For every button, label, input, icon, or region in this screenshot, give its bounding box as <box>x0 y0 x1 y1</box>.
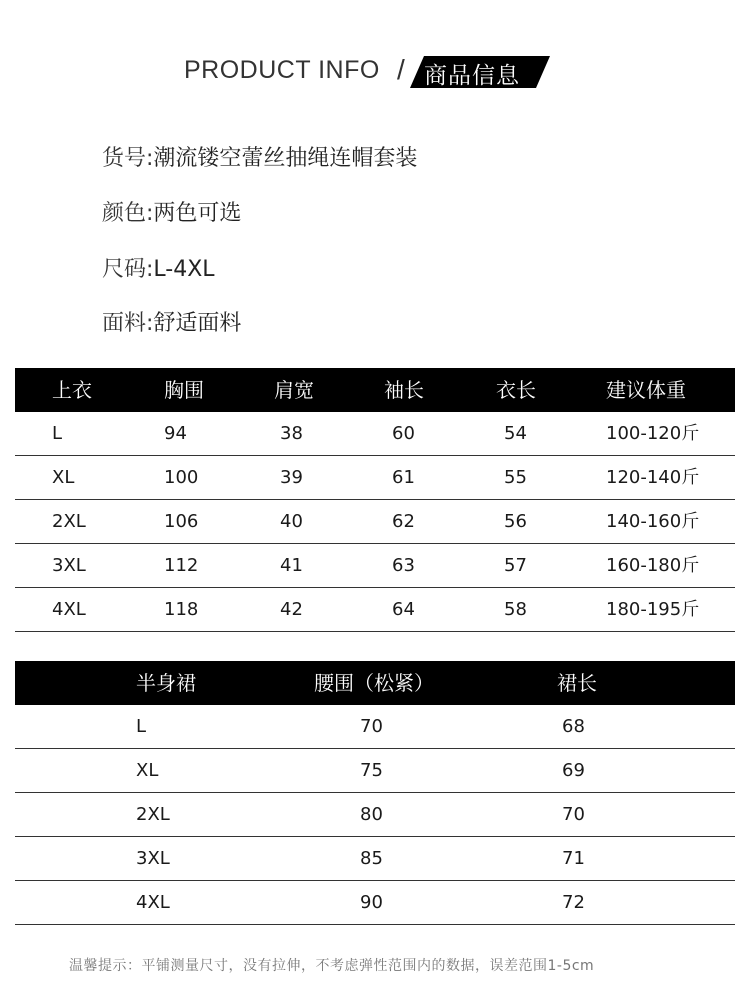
table-cell: 100 <box>164 467 199 488</box>
skirt-size-table <box>15 661 735 925</box>
table-row <box>15 544 735 588</box>
table-cell: 106 <box>164 511 199 532</box>
table-row <box>15 705 735 749</box>
table-cell: 90 <box>360 892 383 913</box>
header-cell: 半身裙 <box>136 671 196 695</box>
table-cell: 41 <box>280 555 303 576</box>
table-cell: XL <box>52 467 75 488</box>
table-cell: 4XL <box>52 599 86 620</box>
table-cell: 69 <box>562 760 585 781</box>
table-cell: 100-120斤 <box>606 423 700 444</box>
table-cell: 64 <box>392 599 415 620</box>
footer-note: 温馨提示：平铺测量尺寸，没有拉伸，不考虑弹性范围内的数据，误差范围1-5cm <box>69 958 595 974</box>
table-cell: 72 <box>562 892 585 913</box>
header-cell: 肩宽 <box>274 378 314 402</box>
info-value: L-4XL <box>153 257 215 282</box>
table-cell: 60 <box>392 423 415 444</box>
header-cell: 建议体重 <box>606 378 686 402</box>
table-row <box>15 456 735 500</box>
table-cell: L <box>136 716 147 737</box>
table-header <box>15 368 735 412</box>
table-cell: 140-160斤 <box>606 511 700 532</box>
table-cell: 80 <box>360 804 383 825</box>
table-cell: 63 <box>392 555 415 576</box>
table-cell: 56 <box>504 511 527 532</box>
header-title-en: PRODUCT INFO <box>184 56 380 84</box>
table-cell: 4XL <box>136 892 170 913</box>
info-item-fabric <box>102 306 241 337</box>
table-cell: 3XL <box>52 555 86 576</box>
table-cell: 180-195斤 <box>606 599 700 620</box>
header-title-cn: 商品信息 <box>424 63 520 89</box>
table-cell: 38 <box>280 423 303 444</box>
table-cell: 112 <box>164 555 199 576</box>
header-slash: / <box>397 54 405 85</box>
table-cell: XL <box>136 760 159 781</box>
table-row <box>15 749 735 793</box>
header-cell: 裙长 <box>557 671 597 695</box>
info-item-color <box>102 196 241 227</box>
table-cell: 94 <box>164 423 187 444</box>
info-label: 货号: <box>102 146 154 171</box>
table-cell: 68 <box>562 716 585 737</box>
header-cell: 胸围 <box>164 378 204 402</box>
table-row <box>15 500 735 544</box>
info-label: 面料: <box>102 311 154 336</box>
table-cell: 3XL <box>136 848 170 869</box>
table-header <box>15 661 735 705</box>
table-cell: 2XL <box>52 511 86 532</box>
table-cell: 118 <box>164 599 199 620</box>
table-cell: 120-140斤 <box>606 467 700 488</box>
header-cell: 腰围（松紧） <box>314 671 434 695</box>
table-cell: 39 <box>280 467 303 488</box>
table-cell: L <box>52 423 63 444</box>
info-label: 颜色: <box>102 201 154 226</box>
table-cell: 40 <box>280 511 303 532</box>
table-cell: 75 <box>360 760 383 781</box>
table-cell: 62 <box>392 511 415 532</box>
table-cell: 85 <box>360 848 383 869</box>
table-cell: 71 <box>562 848 585 869</box>
table-row <box>15 412 735 456</box>
table-cell: 70 <box>360 716 383 737</box>
info-value: 两色可选 <box>153 201 242 226</box>
table-cell: 42 <box>280 599 303 620</box>
table-cell: 57 <box>504 555 527 576</box>
info-value: 潮流镂空蕾丝抽绳连帽套装 <box>153 146 418 171</box>
table-cell: 61 <box>392 467 415 488</box>
table-cell: 58 <box>504 599 527 620</box>
info-label: 尺码: <box>102 257 154 282</box>
table-row <box>15 881 735 925</box>
header-cell: 衣长 <box>496 378 536 402</box>
table-cell: 70 <box>562 804 585 825</box>
table-row <box>15 793 735 837</box>
info-item-sku <box>102 141 417 172</box>
table-row <box>15 837 735 881</box>
info-item-size <box>102 252 215 283</box>
table-row <box>15 588 735 632</box>
section-header <box>0 52 750 92</box>
table-cell: 2XL <box>136 804 170 825</box>
table-cell: 160-180斤 <box>606 555 700 576</box>
header-cell: 上衣 <box>52 378 92 402</box>
header-cell: 袖长 <box>384 378 424 402</box>
info-value: 舒适面料 <box>153 311 242 336</box>
table-cell: 55 <box>504 467 527 488</box>
top-size-table <box>15 368 735 632</box>
table-cell: 54 <box>504 423 527 444</box>
